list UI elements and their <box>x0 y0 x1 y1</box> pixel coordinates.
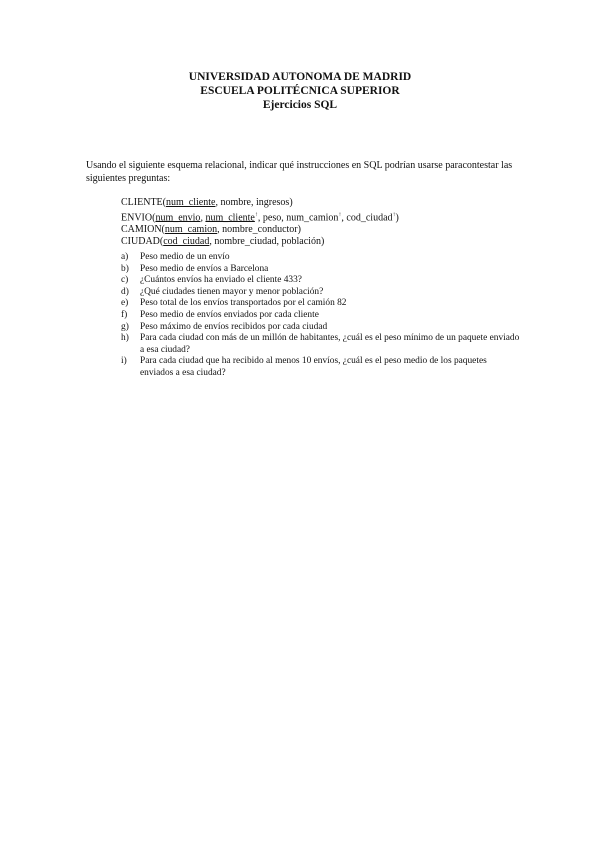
list-item <box>121 264 521 276</box>
intro-paragraph: Usando el siguiente esquema relacional, indicar qué instrucciones en SQL podrían usarse paracontestar las siguientes preguntas: <box>86 160 513 184</box>
foreign-key-mark: ↑ <box>392 212 396 218</box>
attributes: , peso, num_camion <box>257 212 339 224</box>
schema-envio <box>121 209 399 224</box>
primary-key: num_camion <box>164 224 218 236</box>
question-text: Peso medio de envíos enviados por cada cliente <box>140 309 319 320</box>
question-label: b) <box>121 263 129 274</box>
attributes: , nombre, ingresos) <box>215 197 293 208</box>
list-item <box>121 275 521 287</box>
primary-key: cod_ciudad <box>163 236 210 248</box>
question-list <box>121 252 521 380</box>
foreign-key-mark: ↑ <box>254 212 258 218</box>
attributes: , cod_ciudad <box>341 212 393 224</box>
list-item <box>121 322 521 334</box>
table-name: CAMION( <box>121 224 165 236</box>
question-label: i) <box>121 356 127 367</box>
question-label: g) <box>121 321 129 332</box>
question-label: d) <box>121 286 129 297</box>
list-item <box>121 298 521 310</box>
foreign-key-mark: ↑ <box>338 212 342 218</box>
relational-schema <box>121 197 399 248</box>
question-text: Peso medio de envíos a Barcelona <box>140 263 269 274</box>
question-label: c) <box>121 275 129 286</box>
list-item <box>121 333 521 356</box>
question-text: ¿Qué ciudades tienen mayor y menor población? <box>140 286 324 297</box>
question-label: a) <box>121 252 129 262</box>
primary-key: num_cliente <box>205 212 255 224</box>
schema-ciudad <box>121 236 399 248</box>
table-name: ENVIO( <box>121 212 156 224</box>
list-item <box>121 252 521 264</box>
primary-key: num_envio <box>155 212 201 224</box>
closing-paren: ) <box>395 212 399 224</box>
question-text: Peso medio de un envío <box>140 252 230 262</box>
school-title: ESCUELA POLITÉCNICA SUPERIOR <box>200 85 400 97</box>
question-text: Peso total de los envíos transportados por el camión 82 <box>140 298 347 309</box>
table-name: CIUDAD( <box>121 236 164 248</box>
list-item <box>121 356 521 379</box>
question-text: Peso máximo de envíos recibidos por cada ciudad <box>140 321 328 332</box>
schema-camion <box>121 224 399 236</box>
schema-cliente <box>121 197 399 209</box>
exercise-title: Ejercicios SQL <box>262 99 338 111</box>
list-item <box>121 287 521 299</box>
separator: , <box>200 212 206 224</box>
question-label: h) <box>121 333 129 344</box>
primary-key: num_cliente <box>166 197 216 208</box>
question-label: f) <box>121 309 128 320</box>
document-header <box>0 70 600 112</box>
table-name: CLIENTE( <box>121 197 166 208</box>
university-title: UNIVERSIDAD AUTONOMA DE MADRID <box>188 71 412 83</box>
question-text: ¿Cuántos envíos ha enviado el cliente 433? <box>140 275 302 286</box>
attributes: , nombre_conductor) <box>217 224 301 236</box>
attributes: , nombre_ciudad, población) <box>209 236 325 248</box>
question-text: Para cada ciudad con más de un millón de habitantes, ¿cuál es el peso mínimo de un paquete enviado a esa ciudad? <box>140 333 520 355</box>
list-item <box>121 310 521 322</box>
question-text: Para cada ciudad que ha recibido al menos 10 envíos, ¿cuál es el peso medio de los paquetes enviados a esa ciudad? <box>140 356 487 378</box>
question-label: e) <box>121 298 129 309</box>
